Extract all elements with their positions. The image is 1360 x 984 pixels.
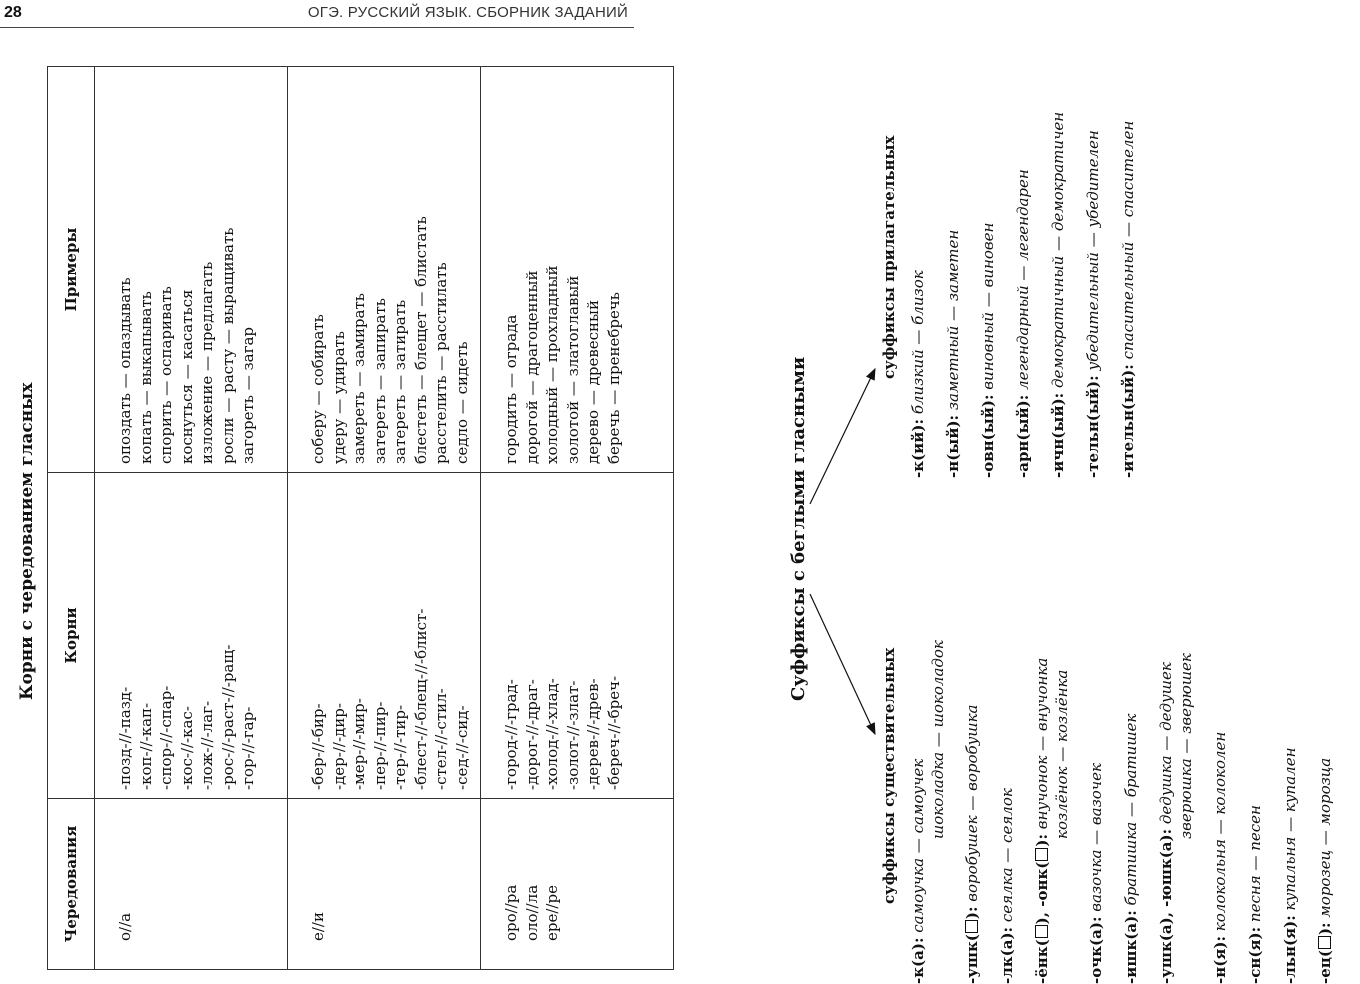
cell-line: о//а (116, 912, 134, 941)
example-text: виновный — виновен (979, 222, 997, 395)
example-text: морозец — морозца (1316, 757, 1334, 923)
example-text: спасительный — спасителен (1119, 120, 1137, 365)
cell-line: удеру — удирать (329, 331, 348, 464)
cell-line: расстелить — расстилать (432, 262, 450, 464)
cell-line: холодный — прохладный (543, 265, 561, 464)
cell-line: -коп-//-кап- (136, 702, 155, 790)
examples-cell (501, 75, 624, 464)
suffix-label: -льн(я): (1281, 915, 1299, 984)
cell-line: -береч-//-бреч- (604, 675, 623, 790)
example-text: внучонок — внучонка (1033, 657, 1051, 834)
page-number: 28 (4, 4, 22, 21)
list-item (1048, 112, 1083, 478)
list-item (1013, 112, 1048, 478)
suffix-label: -очк(а): (1087, 916, 1105, 984)
cell-line: -дерев-//-древ- (584, 678, 602, 790)
list-item (943, 112, 978, 478)
suffix-label: -к(а): (909, 937, 927, 984)
example-text: козлёнок — козлёнка (1053, 669, 1071, 839)
suffix-label: -сн(я): (1246, 926, 1264, 984)
cell-line: -кос-//-кас- (177, 706, 196, 790)
cell-line: -гор-//-гар- (239, 706, 257, 790)
cell-line: затереть — затирать (391, 299, 409, 464)
alternation-cell (308, 807, 329, 961)
suffix-label: -ительн(ый): (1119, 364, 1137, 478)
running-header (0, 0, 634, 28)
cell-line: -стел-//-стил- (432, 688, 450, 790)
example-text: воробушек — воробушка (963, 704, 981, 907)
zero-ending-icon (965, 920, 978, 933)
cell-line: -золот-//-злат- (563, 680, 582, 790)
cell-line: -холод-//-хлад- (543, 678, 561, 790)
suffix-label: -ец(): (1316, 922, 1334, 984)
suffix-label: -ичн(ый): (1049, 392, 1067, 478)
cell-line: соберу — собирать (309, 314, 327, 464)
zero-ending-icon (1035, 848, 1048, 861)
cell-line: седло — сидеть (452, 341, 471, 464)
nouns-title: суффиксы существительных (880, 647, 898, 904)
list-item (1245, 640, 1280, 984)
header-alternations: Чередования (48, 799, 95, 970)
list-item (1032, 640, 1086, 984)
cell-line: изложение — предлагать (198, 261, 216, 464)
cell-line: затереть — запирать (370, 298, 389, 464)
suffix-label: -лк(а): (998, 926, 1016, 984)
suffix-label: -арн(ый): (1014, 394, 1032, 478)
suffix-label: -тельн(ый): (1084, 375, 1102, 478)
cell-line: дерево — древесный (584, 300, 602, 464)
example-text: сеялка — сеялок (998, 788, 1016, 927)
list-item (1280, 640, 1315, 984)
adjectives-title: суффиксы прилагательных (880, 135, 898, 379)
cell-line: ере//ре (543, 885, 561, 941)
example-text: демократичный — демократичен (1049, 111, 1067, 393)
arrow-to-nouns (810, 594, 875, 734)
cell-line: городить — ограда (502, 314, 520, 464)
example-text: песня — песен (1246, 805, 1264, 927)
cell-line: блестеть — блещет — блистать (411, 216, 430, 464)
list-item (1118, 112, 1153, 478)
example-text: близкий — близок (909, 270, 927, 419)
adjective-suffix-list (908, 112, 1153, 478)
example-text: зверюшка — зверюшек (1177, 653, 1195, 839)
example-text: купальня — купален (1281, 747, 1299, 916)
cell-line: оло//ла (522, 884, 541, 941)
example-text: заметный — заметен (944, 229, 962, 415)
table-row (481, 67, 674, 970)
example-text: колокольня — колоколен (1211, 731, 1229, 936)
table-row (95, 67, 288, 970)
cell-line: -лож-//-лаг- (198, 700, 216, 790)
list-item (908, 640, 962, 984)
table-row (288, 67, 481, 970)
roots-cell (308, 481, 472, 790)
example-text: шоколадка — шоколадок (929, 640, 947, 839)
example-text: дедушка — дедушек (1157, 662, 1175, 829)
list-item (962, 640, 997, 984)
cell-line: беречь — пренебречь (604, 292, 623, 464)
list-item (1210, 640, 1245, 984)
suffix-label: -н(я): (1211, 935, 1229, 984)
running-title: ОГЭ. РУССКИЙ ЯЗЫК. СБОРНИК ЗАДАНИЙ (307, 4, 628, 21)
header-examples: Примеры (48, 67, 95, 473)
suffix-label: -ишк(а): (1122, 910, 1140, 984)
cell-line: оро//ра (502, 884, 520, 941)
zero-ending-icon (1035, 925, 1048, 938)
cell-line: -мер-//-мир- (350, 698, 368, 790)
cell-line: коснуться — касаться (177, 289, 196, 464)
suffix-label: -н(ый): (944, 414, 962, 478)
header-roots: Корни (48, 473, 95, 799)
cell-line: -дер-//-дир- (329, 703, 348, 790)
cell-line: золотой — златоглавый (563, 275, 582, 464)
cell-line: -блест-//-блещ-//-блист- (411, 608, 430, 790)
cell-line: росли — расту — выращивать (218, 227, 237, 464)
cell-line: спорить — оспаривать (157, 286, 175, 464)
example-text: вазочка — вазочек (1087, 763, 1105, 917)
zero-ending-icon (1318, 936, 1331, 949)
examples-cell (115, 75, 259, 464)
list-item (997, 640, 1032, 984)
cell-line: -тер-//-тир- (391, 704, 409, 790)
list-item (1315, 640, 1350, 984)
cell-line: копать — выкапывать (136, 291, 155, 464)
example-text: самоучка — самоучек (909, 758, 927, 938)
cell-line: -позд-//-пазд- (116, 686, 134, 790)
cell-line: замереть — замирать (350, 293, 368, 464)
list-item (1083, 112, 1118, 478)
alternation-table (47, 118, 623, 970)
cell-line: -пер-//-пир- (370, 701, 389, 790)
example-text: легендарный — легендарен (1014, 169, 1032, 395)
suffix-label: -ушк(а), -юшк(а): (1157, 828, 1175, 984)
roots-cell (501, 481, 624, 790)
cell-line: -дорог-//-драг- (522, 679, 541, 790)
cell-line: -город-//-град- (502, 679, 520, 790)
alternation-cell (115, 807, 136, 961)
list-item (1156, 640, 1210, 984)
suffix-label: -ёнк(), -онк(): (1033, 833, 1051, 984)
cell-line: дорогой — драгоценный (522, 270, 541, 464)
suffix-scheme (780, 0, 1334, 984)
suffix-label: -к(ий): (909, 418, 927, 478)
cell-line: -сед-//-сид- (452, 705, 471, 790)
roots-cell (115, 481, 259, 790)
noun-suffix-list (908, 640, 1350, 984)
cell-line: е//и (309, 912, 327, 941)
arrow-to-adjectives (810, 369, 875, 504)
suffix-label: -ушк(): (963, 906, 981, 984)
list-item (978, 112, 1013, 478)
example-text: убедительный — убедителен (1084, 130, 1102, 376)
list-item (1121, 640, 1156, 984)
cell-line: -рос-//-раст-//-ращ- (218, 644, 237, 790)
scheme-title: Суффиксы с беглыми гласными (788, 356, 809, 701)
cell-line: опоздать — опаздывать (116, 277, 134, 464)
example-text: братишка — братишек (1122, 713, 1140, 911)
alternation-cell (501, 807, 563, 961)
list-item (1086, 640, 1121, 984)
examples-cell (308, 75, 472, 464)
cell-line: загореть — загар (239, 326, 257, 464)
cell-line: -бер-//-бир- (309, 703, 327, 790)
list-item (908, 112, 943, 478)
cell-line: -спор-//-спар- (157, 685, 175, 790)
table-title: Корни с чередованием гласных (17, 382, 37, 700)
suffix-label: -овн(ый): (979, 394, 997, 478)
